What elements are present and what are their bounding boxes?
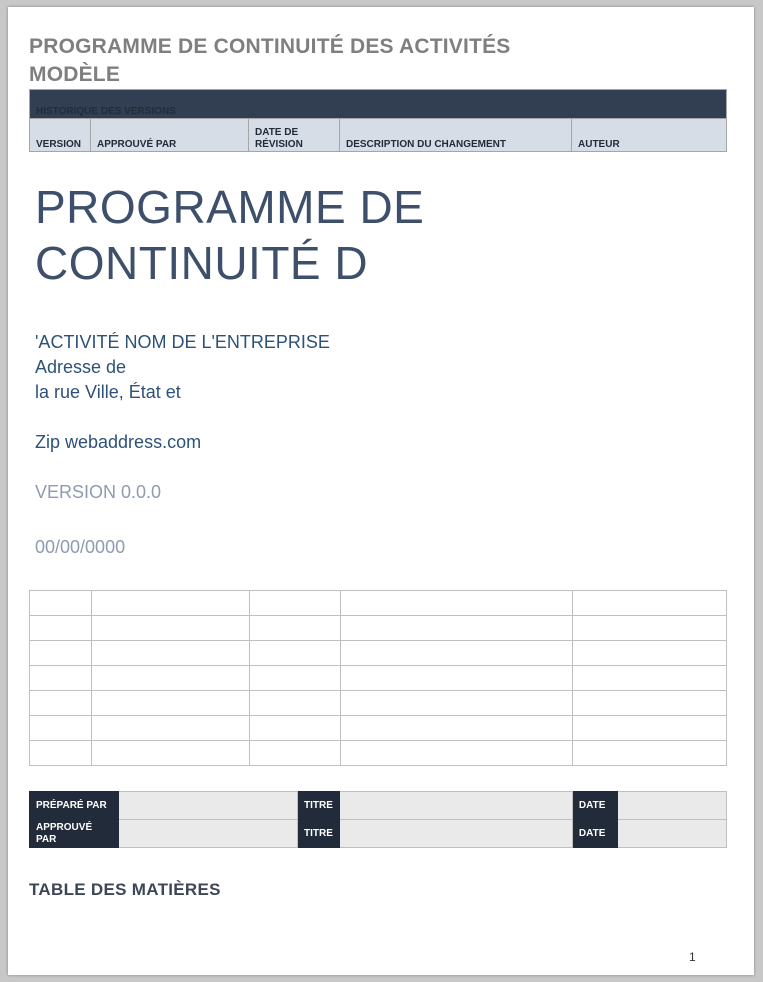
signoff-row-prepared <box>30 792 727 820</box>
table-cell[interactable] <box>30 666 92 691</box>
table-cell[interactable] <box>250 641 341 666</box>
table-row <box>30 591 727 616</box>
column-change-description: DESCRIPTION DU CHANGEMENT <box>340 119 572 152</box>
table-cell[interactable] <box>341 616 573 641</box>
prepared-by-label: PRÉPARÉ PAR <box>30 792 119 820</box>
address-line-5: Zip webaddress.com <box>35 432 202 452</box>
table-cell[interactable] <box>92 691 250 716</box>
address-line-1: 'ACTIVITÉ NOM DE L'ENTREPRISE <box>35 332 330 352</box>
document-page <box>8 7 754 975</box>
table-row <box>30 741 727 766</box>
date-label: DATE <box>572 792 617 820</box>
document-title <box>29 33 629 89</box>
address-line-3: la rue Ville, État et <box>35 382 181 402</box>
date-label: DATE <box>572 820 617 848</box>
title-label: TITRE <box>298 792 340 820</box>
table-cell[interactable] <box>341 691 573 716</box>
version-history-table <box>29 89 727 152</box>
signoff-row-approved <box>30 820 727 848</box>
prepared-by-field[interactable] <box>119 792 298 820</box>
table-cell[interactable] <box>573 591 727 616</box>
table-cell[interactable] <box>573 741 727 766</box>
column-author: AUTEUR <box>572 119 727 152</box>
table-cell[interactable] <box>92 591 250 616</box>
version-number: VERSION 0.0.0 <box>35 482 162 502</box>
table-cell[interactable] <box>30 591 92 616</box>
signoff-table <box>29 791 727 848</box>
prepared-date-field[interactable] <box>617 792 726 820</box>
approved-by-label: APPROUVÉ PAR <box>30 820 119 848</box>
address-line-2: Adresse de <box>35 357 127 377</box>
version-history-heading: HISTORIQUE DES VERSIONS <box>30 90 727 119</box>
table-cell[interactable] <box>250 716 341 741</box>
table-cell[interactable] <box>92 641 250 666</box>
table-cell[interactable] <box>341 741 573 766</box>
document-title-line1: PROGRAMME DE CONTINUITÉ DES ACTIVITÉS <box>29 35 511 58</box>
table-row <box>30 691 727 716</box>
toc-heading: TABLE DES MATIÈRES <box>29 880 221 899</box>
table-cell[interactable] <box>341 591 573 616</box>
table-cell[interactable] <box>92 616 250 641</box>
table-cell[interactable] <box>30 716 92 741</box>
table-cell[interactable] <box>573 641 727 666</box>
title-label: TITRE <box>298 820 340 848</box>
prepared-title-field[interactable] <box>339 792 572 820</box>
table-row <box>30 716 727 741</box>
table-cell[interactable] <box>30 691 92 716</box>
table-cell[interactable] <box>30 616 92 641</box>
document-title-line2: MODÈLE <box>29 63 121 86</box>
table-cell[interactable] <box>250 741 341 766</box>
table-cell[interactable] <box>573 716 727 741</box>
table-cell[interactable] <box>341 641 573 666</box>
table-row <box>30 666 727 691</box>
version-history-rows <box>29 590 727 766</box>
approved-by-field[interactable] <box>119 820 298 848</box>
table-cell[interactable] <box>30 641 92 666</box>
table-row <box>30 616 727 641</box>
table-cell[interactable] <box>30 741 92 766</box>
table-cell[interactable] <box>92 716 250 741</box>
table-cell[interactable] <box>92 741 250 766</box>
table-cell[interactable] <box>573 616 727 641</box>
cover-title-line1: PROGRAMME DE <box>35 181 425 233</box>
cover-title <box>35 179 595 291</box>
address-spacer <box>35 405 330 430</box>
table-cell[interactable] <box>573 666 727 691</box>
column-revision-date: DATE DE RÉVISION <box>249 119 340 152</box>
page-number: 1 <box>689 950 696 964</box>
table-cell[interactable] <box>92 666 250 691</box>
table-row <box>30 641 727 666</box>
column-approved-by: APPROUVÉ PAR <box>91 119 249 152</box>
company-address <box>35 330 330 455</box>
table-cell[interactable] <box>341 666 573 691</box>
approved-date-field[interactable] <box>617 820 726 848</box>
table-cell[interactable] <box>573 691 727 716</box>
table-cell[interactable] <box>250 591 341 616</box>
table-cell[interactable] <box>250 666 341 691</box>
approved-title-field[interactable] <box>339 820 572 848</box>
table-cell[interactable] <box>250 691 341 716</box>
cover-title-line2: CONTINUITÉ D <box>35 237 369 289</box>
table-cell[interactable] <box>341 716 573 741</box>
column-version: VERSION <box>30 119 91 152</box>
table-cell[interactable] <box>250 616 341 641</box>
document-date: 00/00/0000 <box>35 537 126 557</box>
